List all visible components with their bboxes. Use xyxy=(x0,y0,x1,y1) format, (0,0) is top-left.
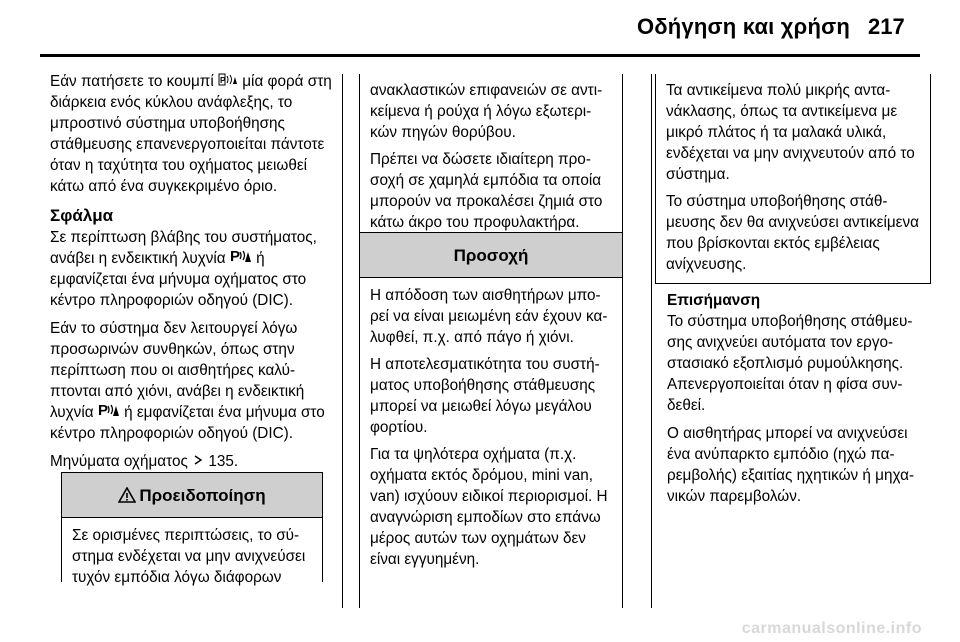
text: Εάν το σύστημα δεν λειτουργεί λόγω προσωρινών συνθηκών, όπως στην περίπτωση που οι αισθητήρες καλύπτονται από χιόνι, ανάβει η ενδεικτική λυχνία xyxy=(50,320,305,421)
text: ή εμφανίζεται ένα μήνυμα στο κέντρο πληροφοριών οδηγού (DIC). xyxy=(50,404,325,442)
caution-box-title: Προσοχή xyxy=(453,245,529,265)
warning-box-continued-body xyxy=(360,74,622,233)
caution-box xyxy=(359,232,623,608)
page-reference-arrow-icon xyxy=(192,454,204,466)
parking-assist-button-icon xyxy=(218,73,238,86)
caution-text: Για τα ψηλότερα οχήματα (π.χ. οχήματα εκτός δρόμου, mini van, van) ισχύουν ειδικοί περιορισμοί. Η αναγνώριση εμποδίων στο επάνω μέρος αυτών των οχημάτων δεν είναι εγγυημένη. xyxy=(370,446,608,568)
caution-text: Τα αντικείμενα πολύ μικρής αντανάκλασης, όπως τα αντικείμενα με μικρό πλάτος ή τα μαλακά υλικά, ενδέχεται να μην ανιχνευτούν από το σύστημα. xyxy=(666,82,915,183)
caution-box-continued xyxy=(655,74,931,284)
paragraph xyxy=(50,227,332,311)
text: Μηνύματα οχήματος xyxy=(50,453,188,470)
caution-box-continued-body xyxy=(656,74,930,275)
text: ή εμφανίζεται ένα μήνυμα οχήματος στο κέντρο πληροφοριών οδηγού (DIC). xyxy=(50,250,307,309)
section-heading: Σφάλμα xyxy=(50,206,114,225)
svg-text:P: P xyxy=(219,76,226,85)
note-title: Επισήμανση xyxy=(667,292,761,309)
warning-box-continued xyxy=(359,74,623,244)
caution-text: Η αποτελεσματικότητα του συστήματος υποβοήθησης στάθμευσης μπορεί να μειωθεί λόγω μεγάλου φορτίου. xyxy=(370,356,600,436)
note-text: Το σύστημα υποβοήθησης στάθμευσης ανιχνεύει αυτόματα τον εργοστασιακό εξοπλισμό ρυμούλκησης. Απενεργοποιείται όταν η φίσα συνδεθεί. xyxy=(667,313,913,414)
header-rule xyxy=(40,54,920,57)
column-divider xyxy=(651,74,652,608)
note-text: Ο αισθητήρας μπορεί να ανιχνεύσει ένα ανύπαρκτο εμπόδιο (ηχώ παρεμβολής) εξαιτίας ηχητικών ή μηχανικών παρεμβολών. xyxy=(667,425,915,505)
warning-box-title: Προειδοποίηση xyxy=(139,485,266,505)
text: Εάν πατήσετε το κουμπί xyxy=(50,73,214,90)
column-divider xyxy=(342,74,343,608)
parking-assist-warning-icon xyxy=(230,248,252,263)
page-reference[interactable]: 135. xyxy=(208,453,239,470)
warning-text: Πρέπει να δώσετε ιδιαίτερη προσοχή σε χαμηλά εμπόδια τα οποία μπορούν να προκαλέσει ζημιά στο κάτω άκρο του προφυλακτήρα. xyxy=(370,151,603,231)
text: Σε περίπτωση βλάβης του συστήματος, ανάβει η ενδεικτική λυχνία xyxy=(50,229,317,267)
paragraph xyxy=(50,451,332,472)
parking-assist-warning-icon xyxy=(98,402,120,417)
paragraph xyxy=(50,71,332,197)
warning-text: ανακλαστικών επιφανειών σε αντικείμενα ή ρούχα ή λόγω εξωτερικών πηγών θορύβου. xyxy=(370,82,603,141)
caution-text: Το σύστημα υποβοήθησης στάθμευσης δεν θα ανιχνεύσει αντικείμενα που βρίσκονται εκτός εμβέλειας ανίχνευσης. xyxy=(666,193,919,273)
caution-text: Η απόδοση των αισθητήρων μπορεί να είναι μειωμένη εάν έχουν καλυφθεί, π.χ. από πάγο ή χιόνι. xyxy=(370,287,608,346)
warning-triangle-icon xyxy=(118,487,136,503)
paragraph xyxy=(50,318,332,444)
warning-box-header xyxy=(62,473,322,518)
caution-box-body xyxy=(360,278,622,570)
svg-text:P: P xyxy=(97,402,108,417)
text: μία φορά στη διάρκεια ενός κύκλου ανάφλεξης, το μπροστινό σύστημα υποβοήθησης στάθμευσης επανενεργοποιείται πάντοτε όταν η ταχύτητα του οχήματος μειωθεί κάτω από ένα συγκεκριμένο όριο. xyxy=(50,73,332,195)
svg-text:P: P xyxy=(229,248,240,263)
footer-watermark: carmanualsonline.info xyxy=(741,620,922,637)
caution-box-header xyxy=(360,233,622,278)
warning-text: Σε ορισμένες περιπτώσεις, το σύστημα ενδέχεται να μην ανιχνεύσει τυχόν εμπόδια λόγω διάφορων xyxy=(72,527,306,586)
section-title: Οδήγηση και χρήση xyxy=(636,14,850,39)
warning-box-body xyxy=(62,518,322,588)
note-section xyxy=(667,290,932,514)
warning-box xyxy=(61,472,323,586)
column-1 xyxy=(50,71,332,479)
page-number: 217 xyxy=(868,14,905,39)
